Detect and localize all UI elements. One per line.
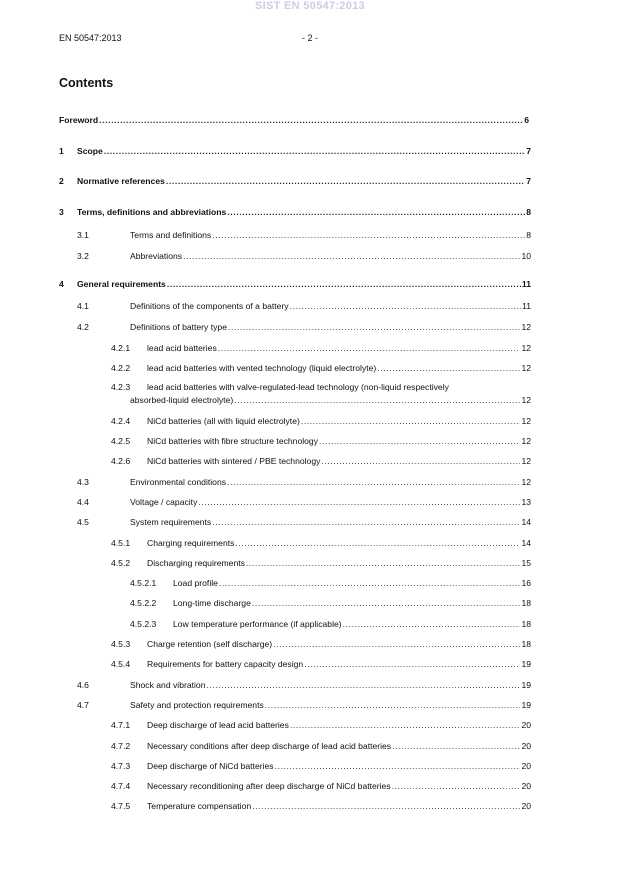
toc-entry-4-3[interactable] [0, 477, 620, 488]
toc-page: 15 [521, 558, 531, 568]
toc-title: System requirements [130, 517, 212, 527]
toc-title: Abbreviations [130, 251, 183, 261]
toc-leader [212, 230, 525, 241]
toc-number: 4.2.1 [111, 343, 131, 353]
toc-entry-foreword[interactable] [0, 115, 620, 126]
toc-title: Terms and definitions [130, 230, 212, 240]
toc-leader [228, 322, 520, 333]
toc-page: 20 [521, 741, 531, 751]
toc-title: Necessary conditions after deep discharge of lead acid batteries [147, 741, 392, 751]
toc-number: 4.4 [77, 497, 89, 507]
toc-page: 11 [521, 279, 531, 289]
toc-entry-3-2[interactable] [0, 251, 620, 262]
toc-entry-4-5-4[interactable] [0, 659, 620, 670]
toc-number: 4.2.2 [111, 363, 131, 373]
toc-entry-4-2-1[interactable] [0, 343, 620, 354]
toc-entry-4-7-3[interactable] [0, 761, 620, 772]
toc-page: 18 [521, 598, 531, 608]
toc-leader [392, 781, 521, 792]
toc-number: 4.2.6 [111, 456, 131, 466]
toc-page: 12 [521, 343, 531, 353]
toc-leader [167, 279, 521, 290]
contents-title: Contents [59, 76, 114, 90]
toc-entry-4-7[interactable] [0, 700, 620, 711]
toc-leader [321, 456, 520, 467]
toc-page: 20 [521, 720, 531, 730]
toc-title: Safety and protection requirements [130, 700, 264, 710]
toc-title: lead acid batteries [147, 343, 217, 353]
toc-title: Discharging requirements [147, 558, 245, 568]
toc-title: Charge retention (self discharge) [147, 639, 273, 649]
toc-title: Normative references [77, 176, 165, 186]
toc-leader [198, 497, 520, 508]
toc-page: 12 [521, 436, 531, 446]
toc-leader [246, 558, 521, 569]
toc-title: Scope [77, 146, 103, 156]
header-doc-id: EN 50547:2013 [59, 33, 122, 43]
toc-leader [377, 363, 520, 374]
toc-leader [206, 680, 520, 691]
toc-leader [319, 436, 520, 447]
toc-leader [265, 700, 521, 711]
toc-leader [104, 146, 525, 157]
toc-number: 1 [59, 146, 64, 156]
toc-title: Charging requirements [147, 538, 235, 548]
toc-number: 3.2 [77, 251, 89, 261]
toc-leader [227, 207, 525, 218]
toc-page: 12 [521, 395, 531, 405]
toc-title: NiCd batteries with sintered / PBE technology [147, 456, 321, 466]
toc-number: 4.7 [77, 700, 89, 710]
toc-title: lead acid batteries with valve-regulated-lead technology (non-liquid respectively [147, 382, 449, 392]
toc-title: Foreword [59, 115, 99, 125]
toc-leader [392, 741, 520, 752]
toc-leader [235, 538, 520, 549]
toc-entry-4-6[interactable] [0, 680, 620, 691]
toc-entry-3-1[interactable] [0, 230, 620, 241]
toc-page: 7 [526, 176, 531, 186]
toc-leader [290, 301, 521, 312]
toc-leader [234, 395, 520, 406]
toc-page: 8 [526, 230, 531, 240]
toc-number: 4.5.1 [111, 538, 131, 548]
toc-title: Necessary reconditioning after deep discharge of NiCd batteries [147, 781, 391, 791]
toc-title: Temperature compensation [147, 801, 252, 811]
toc-number: 4.7.2 [111, 741, 131, 751]
toc-entry-4-7-2[interactable] [0, 741, 620, 752]
toc-page: 18 [521, 619, 531, 629]
toc-page: 14 [521, 517, 531, 527]
toc-entry-4-2[interactable] [0, 322, 620, 333]
toc-title: NiCd batteries (all with liquid electrolyte) [147, 416, 300, 426]
toc-leader [301, 416, 521, 427]
toc-entry-4-5-3[interactable] [0, 639, 620, 650]
toc-page: 12 [521, 456, 531, 466]
toc-title: NiCd batteries with fibre structure technology [147, 436, 318, 446]
toc-page: 14 [521, 538, 531, 548]
toc-title: Shock and vibration [130, 680, 206, 690]
toc-leader [219, 578, 521, 589]
toc-number: 4.5.2.1 [130, 578, 157, 588]
toc-page: 18 [521, 639, 531, 649]
toc-leader [227, 477, 520, 488]
toc-entry-4-4[interactable] [0, 497, 620, 508]
toc-number: 4.5.2.3 [130, 619, 157, 629]
toc-page: 6 [524, 115, 529, 125]
toc-title: General requirements [77, 279, 166, 289]
toc-leader [218, 343, 521, 354]
toc-page: 12 [521, 416, 531, 426]
toc-number: 4.1 [77, 301, 89, 311]
toc-number: 4.5.3 [111, 639, 131, 649]
toc-title: lead acid batteries with vented technology (liquid electrolyte) [147, 363, 377, 373]
toc-page: 12 [521, 322, 531, 332]
toc-number: 4.7.5 [111, 801, 131, 811]
toc-entry-4-2-3-cont[interactable] [0, 395, 620, 406]
toc-number: 4.2.4 [111, 416, 131, 426]
toc-number: 4.5.4 [111, 659, 131, 669]
toc-leader [166, 176, 525, 187]
toc-page: 7 [526, 146, 531, 156]
toc-entry-4-2-4[interactable] [0, 416, 620, 427]
toc-page: 12 [521, 477, 531, 487]
toc-entry-3[interactable] [0, 207, 620, 218]
toc-title: Environmental conditions [130, 477, 227, 487]
toc-entry-2[interactable] [0, 176, 620, 187]
toc-page: 10 [521, 251, 531, 261]
toc-page: 19 [521, 700, 531, 710]
toc-title: Low temperature performance (if applicable) [173, 619, 342, 629]
toc-page: 13 [521, 497, 531, 507]
toc-number: 4.5.2 [111, 558, 131, 568]
toc-number: 4.7.3 [111, 761, 131, 771]
toc-title: Voltage / capacity [130, 497, 198, 507]
toc-entry-1[interactable] [0, 146, 620, 157]
toc-entry-4-5-2-3[interactable] [0, 619, 620, 630]
toc-title: Long-time discharge [173, 598, 251, 608]
toc-page: 20 [521, 781, 531, 791]
toc-number: 4.7.1 [111, 720, 131, 730]
toc-title: Requirements for battery capacity design [147, 659, 304, 669]
toc-leader [183, 251, 520, 262]
toc-title: Definitions of battery type [130, 322, 227, 332]
toc-page: 19 [521, 680, 531, 690]
toc-entry-4-2-3[interactable] [0, 382, 620, 393]
toc-number: 4.2.5 [111, 436, 131, 446]
toc-title: Definitions of the components of a battery [130, 301, 289, 311]
toc-entry-4-1[interactable] [0, 301, 620, 312]
toc-leader [273, 639, 520, 650]
toc-number: 4.2.3 [111, 382, 131, 392]
toc-leader [252, 598, 521, 609]
toc-number: 4.3 [77, 477, 89, 487]
toc-entry-4-2-6[interactable] [0, 456, 620, 467]
toc-number: 3 [59, 207, 64, 217]
toc-leader [252, 801, 520, 812]
toc-page: 19 [521, 659, 531, 669]
toc-page: 20 [521, 761, 531, 771]
toc-title: Deep discharge of NiCd batteries [147, 761, 274, 771]
toc-leader [304, 659, 520, 670]
toc-leader [290, 720, 521, 731]
toc-entry-4-5-1[interactable] [0, 538, 620, 549]
toc-entry-4-2-2[interactable] [0, 363, 620, 374]
watermark: SIST EN 50547:2013 [255, 0, 365, 12]
toc-leader [99, 115, 523, 126]
toc-entry-4-5[interactable] [0, 517, 620, 528]
toc-entry-4-5-2-1[interactable] [0, 578, 620, 589]
toc-title: Deep discharge of lead acid batteries [147, 720, 289, 730]
toc-entry-4-2-5[interactable] [0, 436, 620, 447]
toc-title-continued: absorbed-liquid electrolyte) [130, 395, 234, 405]
toc-number: 4.2 [77, 322, 89, 332]
toc-number: 3.1 [77, 230, 89, 240]
toc-page: 12 [521, 363, 531, 373]
toc-number: 2 [59, 176, 64, 186]
toc-title: Load profile [173, 578, 218, 588]
toc-leader [212, 517, 520, 528]
toc-entry-4-5-2[interactable] [0, 558, 620, 569]
toc-entry-4-7-5[interactable] [0, 801, 620, 812]
toc-leader [275, 761, 521, 772]
header-page-number: - 2 - [301, 33, 318, 43]
toc-number: 4.5 [77, 517, 89, 527]
toc-page: 16 [521, 578, 531, 588]
toc-page: 8 [526, 207, 531, 217]
toc-number: 4.6 [77, 680, 89, 690]
toc-entry-4-7-1[interactable] [0, 720, 620, 731]
toc-leader [343, 619, 521, 630]
toc-title: Terms, definitions and abbreviations [77, 207, 227, 217]
toc-page: 11 [522, 301, 531, 311]
toc-entry-4-5-2-2[interactable] [0, 598, 620, 609]
toc-entry-4[interactable] [0, 279, 620, 290]
toc-number: 4.7.4 [111, 781, 131, 791]
toc-entry-4-7-4[interactable] [0, 781, 620, 792]
toc-number: 4 [59, 279, 64, 289]
toc-page: 20 [521, 801, 531, 811]
toc-number: 4.5.2.2 [130, 598, 157, 608]
